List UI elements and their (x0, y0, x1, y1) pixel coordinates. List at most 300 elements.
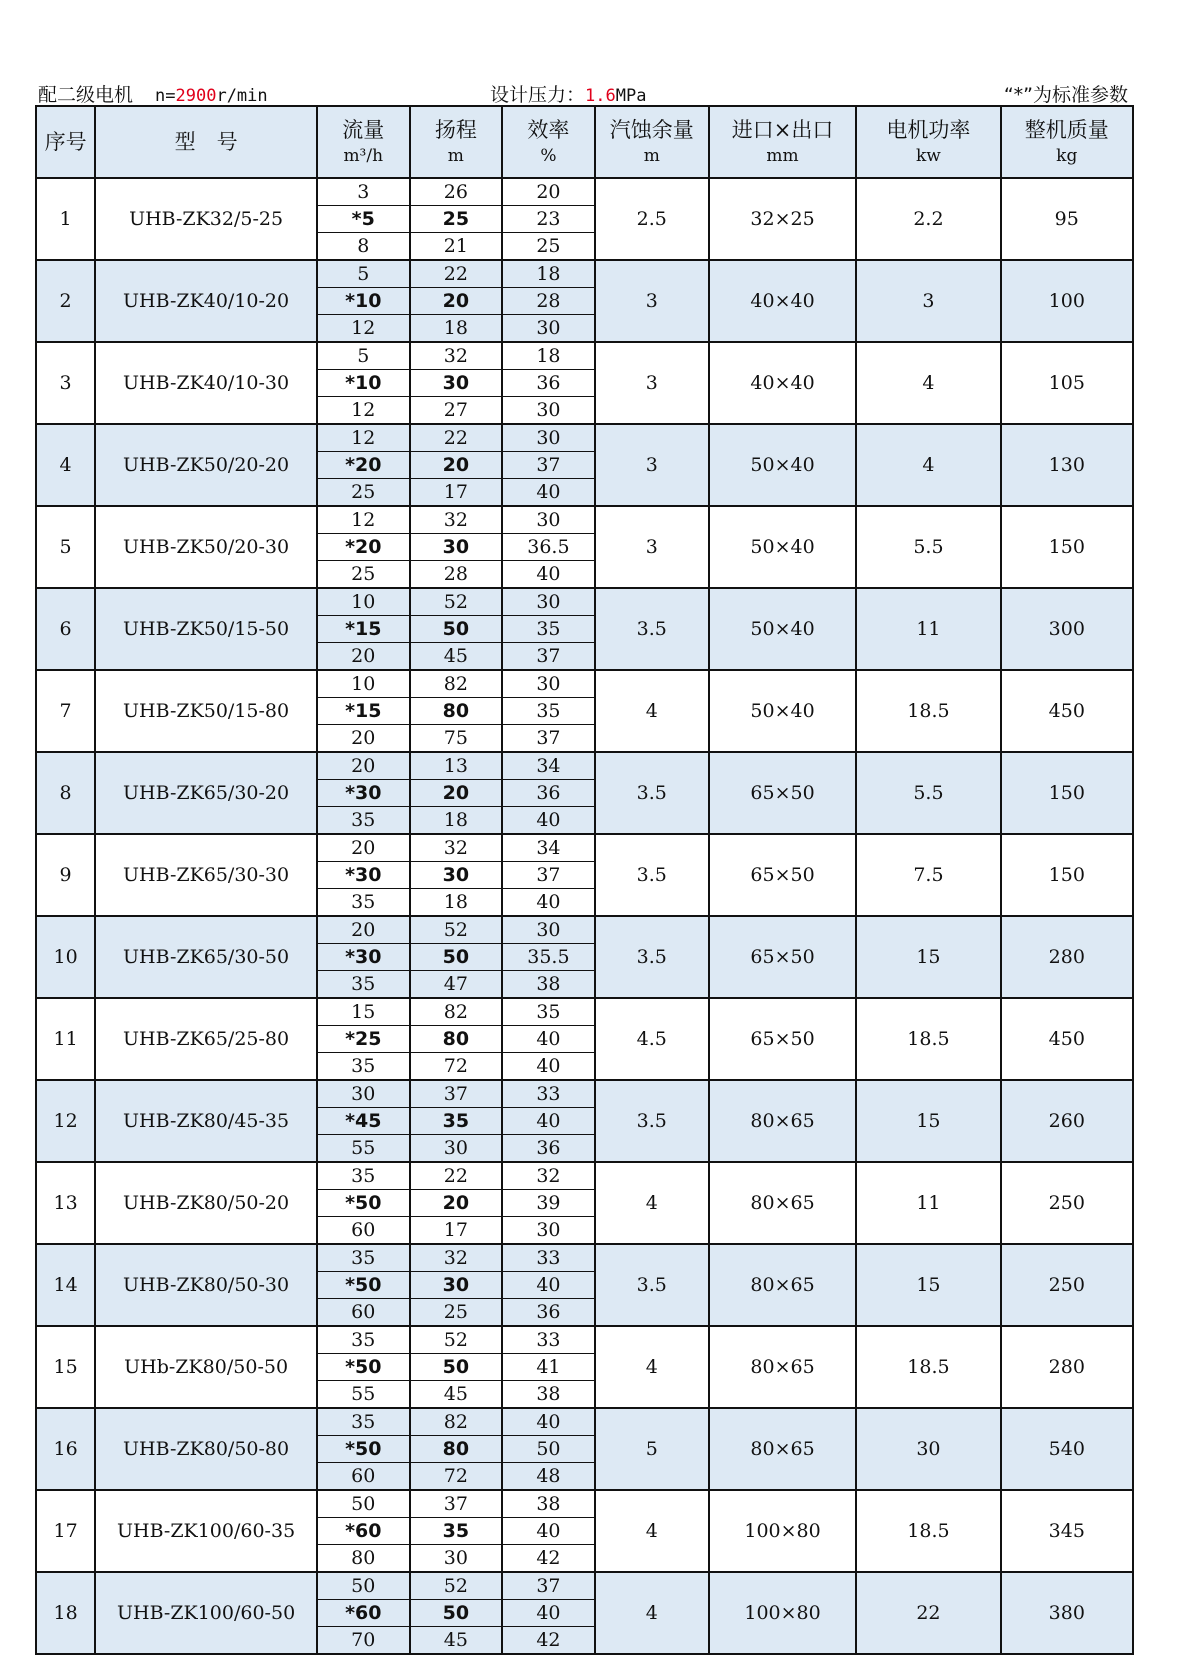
cell-efficiency: 37 (502, 452, 595, 479)
cell-flow: 55 (317, 1135, 410, 1163)
cell-model: UHB-ZK80/45-35 (95, 1080, 317, 1162)
cell-efficiency: 40 (502, 1408, 595, 1436)
cell-npsh: 3 (595, 260, 709, 342)
motor-label: 配二级电机 (38, 84, 134, 106)
cell-mass: 260 (1001, 1080, 1133, 1162)
cell-no: 15 (36, 1326, 95, 1408)
cell-flow: 35 (317, 1408, 410, 1436)
cell-head: 82 (410, 670, 503, 698)
cell-efficiency: 30 (502, 916, 595, 944)
cell-flow: *50 (317, 1354, 410, 1381)
cell-npsh: 3.5 (595, 834, 709, 916)
col-npsh-unit: m (643, 145, 660, 166)
cell-head: 45 (410, 1627, 503, 1655)
cell-head: 32 (410, 342, 503, 370)
motor-spec (38, 80, 268, 107)
cell-efficiency: 23 (502, 206, 595, 233)
cell-head: 20 (410, 1190, 503, 1217)
cell-flow: *60 (317, 1600, 410, 1627)
cell-efficiency: 38 (502, 1490, 595, 1518)
cell-head: 47 (410, 971, 503, 999)
cell-ports: 80×65 (709, 1244, 856, 1326)
cell-flow: 35 (317, 889, 410, 917)
cell-efficiency: 37 (502, 862, 595, 889)
cell-ports: 50×40 (709, 424, 856, 506)
cell-efficiency: 35 (502, 698, 595, 725)
cell-flow: *45 (317, 1108, 410, 1135)
cell-npsh: 4 (595, 1162, 709, 1244)
cell-efficiency: 33 (502, 1080, 595, 1108)
cell-flow: 10 (317, 588, 410, 616)
cell-flow: 55 (317, 1381, 410, 1409)
cell-flow: 35 (317, 1053, 410, 1081)
table-row (36, 342, 1133, 370)
cell-efficiency: 41 (502, 1354, 595, 1381)
cell-efficiency: 40 (502, 1026, 595, 1053)
cell-ports: 40×40 (709, 342, 856, 424)
cell-flow: 60 (317, 1217, 410, 1245)
cell-head: 22 (410, 1162, 503, 1190)
speed-prefix: n= (155, 86, 176, 106)
cell-efficiency: 37 (502, 643, 595, 671)
cell-efficiency: 34 (502, 834, 595, 862)
cell-ports: 80×65 (709, 1080, 856, 1162)
col-no-header (36, 106, 95, 178)
cell-head: 28 (410, 561, 503, 589)
cell-flow: *30 (317, 944, 410, 971)
cell-mass: 150 (1001, 752, 1133, 834)
pressure-label: 设计压力： (490, 84, 586, 106)
cell-efficiency: 35 (502, 616, 595, 643)
cell-mass: 540 (1001, 1408, 1133, 1490)
cell-npsh: 3 (595, 342, 709, 424)
cell-flow: 8 (317, 233, 410, 261)
pump-spec-table (35, 105, 1134, 1655)
cell-mass: 345 (1001, 1490, 1133, 1572)
cell-head: 30 (410, 1545, 503, 1573)
cell-flow: 35 (317, 971, 410, 999)
cell-efficiency: 35.5 (502, 944, 595, 971)
cell-efficiency: 32 (502, 1162, 595, 1190)
cell-head: 22 (410, 260, 503, 288)
cell-flow: *20 (317, 452, 410, 479)
cell-efficiency: 40 (502, 1518, 595, 1545)
cell-head: 32 (410, 834, 503, 862)
cell-head: 22 (410, 424, 503, 452)
cell-mass: 105 (1001, 342, 1133, 424)
cell-ports: 50×40 (709, 670, 856, 752)
table-row (36, 506, 1133, 534)
cell-head: 27 (410, 397, 503, 425)
cell-model: UHB-ZK65/25-80 (95, 998, 317, 1080)
cell-power: 30 (856, 1408, 1000, 1490)
cell-head: 82 (410, 1408, 503, 1436)
table-row (36, 916, 1133, 944)
cell-efficiency: 35 (502, 998, 595, 1026)
cell-head: 80 (410, 1026, 503, 1053)
speed-unit: r/min (216, 86, 268, 106)
cell-model: UHB-ZK80/50-30 (95, 1244, 317, 1326)
cell-efficiency: 39 (502, 1190, 595, 1217)
cell-head: 82 (410, 998, 503, 1026)
cell-head: 52 (410, 588, 503, 616)
col-power-header (856, 106, 1000, 178)
cell-flow: 80 (317, 1545, 410, 1573)
cell-model: UHB-ZK100/60-50 (95, 1572, 317, 1654)
cell-flow: 20 (317, 834, 410, 862)
table-row (36, 752, 1133, 780)
cell-flow: 25 (317, 561, 410, 589)
table-row (36, 1408, 1133, 1436)
col-flow-header (317, 106, 410, 178)
cell-flow: 15 (317, 998, 410, 1026)
cell-flow: *50 (317, 1436, 410, 1463)
col-npsh-header (595, 106, 709, 178)
cell-mass: 150 (1001, 834, 1133, 916)
cell-model: UHB-ZK65/30-20 (95, 752, 317, 834)
cell-power: 15 (856, 1080, 1000, 1162)
col-ports-header (709, 106, 856, 178)
table-row (36, 260, 1133, 288)
table-row (36, 1080, 1133, 1108)
cell-head: 37 (410, 1490, 503, 1518)
design-pressure (490, 80, 646, 107)
cell-efficiency: 42 (502, 1627, 595, 1655)
col-head-unit: m (447, 145, 464, 166)
cell-efficiency: 36 (502, 1299, 595, 1327)
cell-flow: 35 (317, 807, 410, 835)
cell-head: 45 (410, 1381, 503, 1409)
cell-head: 25 (410, 1299, 503, 1327)
cell-mass: 150 (1001, 506, 1133, 588)
cell-model: UHB-ZK50/20-30 (95, 506, 317, 588)
cell-power: 22 (856, 1572, 1000, 1654)
cell-ports: 65×50 (709, 998, 856, 1080)
cell-efficiency: 30 (502, 670, 595, 698)
cell-head: 52 (410, 1326, 503, 1354)
cell-head: 35 (410, 1518, 503, 1545)
cell-mass: 280 (1001, 1326, 1133, 1408)
cell-flow: 25 (317, 479, 410, 507)
cell-head: 17 (410, 479, 503, 507)
cell-head: 72 (410, 1463, 503, 1491)
cell-flow: *10 (317, 370, 410, 397)
cell-model: UHB-ZK100/60-35 (95, 1490, 317, 1572)
cell-head: 18 (410, 807, 503, 835)
cell-efficiency: 36.5 (502, 534, 595, 561)
cell-flow: 35 (317, 1162, 410, 1190)
cell-flow: 20 (317, 752, 410, 780)
cell-flow: *30 (317, 780, 410, 807)
cell-ports: 80×65 (709, 1326, 856, 1408)
cell-head: 18 (410, 315, 503, 343)
cell-mass: 380 (1001, 1572, 1133, 1654)
col-efficiency-title: 效率 (527, 118, 570, 143)
cell-npsh: 3.5 (595, 588, 709, 670)
cell-npsh: 3.5 (595, 1080, 709, 1162)
cell-efficiency: 38 (502, 971, 595, 999)
cell-flow: 60 (317, 1463, 410, 1491)
cell-efficiency: 37 (502, 725, 595, 753)
cell-head: 37 (410, 1080, 503, 1108)
cell-flow: 35 (317, 1244, 410, 1272)
table-row (36, 1326, 1133, 1354)
cell-head: 30 (410, 534, 503, 561)
cell-efficiency: 34 (502, 752, 595, 780)
cell-efficiency: 30 (502, 397, 595, 425)
cell-no: 12 (36, 1080, 95, 1162)
cell-ports: 50×40 (709, 588, 856, 670)
cell-power: 11 (856, 588, 1000, 670)
cell-model: UHB-ZK80/50-20 (95, 1162, 317, 1244)
cell-flow: 20 (317, 725, 410, 753)
cell-head: 50 (410, 944, 503, 971)
col-power-unit: kw (915, 145, 941, 166)
cell-npsh: 4 (595, 670, 709, 752)
cell-head: 30 (410, 1135, 503, 1163)
cell-head: 80 (410, 1436, 503, 1463)
cell-flow: 35 (317, 1326, 410, 1354)
cell-mass: 95 (1001, 178, 1133, 260)
cell-head: 75 (410, 725, 503, 753)
cell-no: 2 (36, 260, 95, 342)
cell-mass: 130 (1001, 424, 1133, 506)
cell-npsh: 3 (595, 506, 709, 588)
cell-head: 17 (410, 1217, 503, 1245)
cell-efficiency: 48 (502, 1463, 595, 1491)
cell-efficiency: 40 (502, 1108, 595, 1135)
cell-flow: 12 (317, 424, 410, 452)
cell-no: 11 (36, 998, 95, 1080)
cell-ports: 100×80 (709, 1572, 856, 1654)
table-row (36, 998, 1133, 1026)
cell-flow: 20 (317, 643, 410, 671)
cell-power: 5.5 (856, 506, 1000, 588)
col-head-title: 扬程 (434, 118, 477, 143)
cell-ports: 100×80 (709, 1490, 856, 1572)
cell-npsh: 3 (595, 424, 709, 506)
cell-flow: 3 (317, 178, 410, 206)
cell-flow: *50 (317, 1190, 410, 1217)
cell-ports: 65×50 (709, 752, 856, 834)
cell-flow: 30 (317, 1080, 410, 1108)
cell-mass: 280 (1001, 916, 1133, 998)
cell-efficiency: 30 (502, 506, 595, 534)
table-row (36, 834, 1133, 862)
cell-efficiency: 20 (502, 178, 595, 206)
cell-ports: 50×40 (709, 506, 856, 588)
cell-npsh: 4.5 (595, 998, 709, 1080)
cell-npsh: 3.5 (595, 1244, 709, 1326)
cell-no: 5 (36, 506, 95, 588)
cell-mass: 250 (1001, 1244, 1133, 1326)
cell-power: 18.5 (856, 670, 1000, 752)
col-ports-unit: mm (766, 145, 799, 166)
cell-head: 32 (410, 1244, 503, 1272)
pressure-value: 1.6 (585, 86, 616, 106)
cell-npsh: 4 (595, 1490, 709, 1572)
cell-ports: 65×50 (709, 834, 856, 916)
cell-model: UHB-ZK50/15-80 (95, 670, 317, 752)
cell-efficiency: 30 (502, 315, 595, 343)
cell-efficiency: 40 (502, 889, 595, 917)
cell-no: 9 (36, 834, 95, 916)
cell-model: UHB-ZK80/50-80 (95, 1408, 317, 1490)
cell-ports: 80×65 (709, 1162, 856, 1244)
cell-efficiency: 18 (502, 342, 595, 370)
cell-ports: 40×40 (709, 260, 856, 342)
cell-head: 52 (410, 916, 503, 944)
cell-model: UHB-ZK32/5-25 (95, 178, 317, 260)
cell-head: 20 (410, 452, 503, 479)
cell-flow: 50 (317, 1490, 410, 1518)
cell-efficiency: 40 (502, 1053, 595, 1081)
cell-no: 8 (36, 752, 95, 834)
col-no-title: 序号 (44, 129, 87, 154)
cell-flow: 5 (317, 342, 410, 370)
col-ports-title: 进口×出口 (731, 118, 834, 143)
cell-head: 30 (410, 370, 503, 397)
cell-head: 50 (410, 1600, 503, 1627)
cell-flow: *30 (317, 862, 410, 889)
cell-head: 20 (410, 288, 503, 315)
cell-no: 16 (36, 1408, 95, 1490)
table-row (36, 424, 1133, 452)
cell-efficiency: 40 (502, 479, 595, 507)
cell-head: 21 (410, 233, 503, 261)
cell-npsh: 3.5 (595, 916, 709, 998)
cell-mass: 300 (1001, 588, 1133, 670)
col-head-header (410, 106, 503, 178)
col-mass-unit: kg (1056, 145, 1078, 166)
cell-npsh: 4 (595, 1326, 709, 1408)
cell-flow: *5 (317, 206, 410, 233)
col-flow-unit: m³/h (343, 145, 384, 166)
cell-no: 1 (36, 178, 95, 260)
cell-npsh: 4 (595, 1572, 709, 1654)
cell-efficiency: 30 (502, 1217, 595, 1245)
cell-head: 30 (410, 862, 503, 889)
cell-head: 50 (410, 1354, 503, 1381)
speed-value: 2900 (175, 86, 217, 106)
pressure-unit: MPa (615, 86, 647, 106)
table-row (36, 1572, 1133, 1600)
cell-power: 4 (856, 342, 1000, 424)
cell-efficiency: 30 (502, 588, 595, 616)
cell-efficiency: 37 (502, 1572, 595, 1600)
cell-model: UHB-ZK65/30-50 (95, 916, 317, 998)
table-header-row (36, 106, 1133, 178)
cell-model: UHB-ZK40/10-30 (95, 342, 317, 424)
table-row (36, 178, 1133, 206)
cell-efficiency: 38 (502, 1381, 595, 1409)
cell-no: 18 (36, 1572, 95, 1654)
cell-efficiency: 40 (502, 1600, 595, 1627)
col-efficiency-header (502, 106, 595, 178)
cell-no: 14 (36, 1244, 95, 1326)
cell-ports: 65×50 (709, 916, 856, 998)
cell-efficiency: 25 (502, 233, 595, 261)
cell-mass: 450 (1001, 998, 1133, 1080)
col-mass-header (1001, 106, 1133, 178)
col-npsh-title: 汽蚀余量 (609, 118, 694, 143)
col-efficiency-unit: % (540, 145, 557, 166)
cell-mass: 100 (1001, 260, 1133, 342)
cell-power: 18.5 (856, 1326, 1000, 1408)
cell-efficiency: 40 (502, 561, 595, 589)
cell-flow: 12 (317, 315, 410, 343)
cell-no: 7 (36, 670, 95, 752)
cell-head: 13 (410, 752, 503, 780)
cell-model: UHb-ZK80/50-50 (95, 1326, 317, 1408)
cell-flow: 60 (317, 1299, 410, 1327)
cell-power: 5.5 (856, 752, 1000, 834)
cell-efficiency: 40 (502, 1272, 595, 1299)
sheet-header (36, 80, 1132, 106)
table-row (36, 1162, 1133, 1190)
cell-head: 30 (410, 1272, 503, 1299)
cell-power: 15 (856, 1244, 1000, 1326)
cell-head: 32 (410, 506, 503, 534)
cell-npsh: 5 (595, 1408, 709, 1490)
cell-power: 4 (856, 424, 1000, 506)
cell-head: 26 (410, 178, 503, 206)
cell-efficiency: 33 (502, 1326, 595, 1354)
cell-head: 18 (410, 889, 503, 917)
cell-efficiency: 40 (502, 807, 595, 835)
cell-head: 35 (410, 1108, 503, 1135)
cell-no: 10 (36, 916, 95, 998)
cell-flow: 12 (317, 506, 410, 534)
table-row (36, 1490, 1133, 1518)
cell-ports: 80×65 (709, 1408, 856, 1490)
cell-efficiency: 33 (502, 1244, 595, 1272)
cell-model: UHB-ZK65/30-30 (95, 834, 317, 916)
cell-no: 6 (36, 588, 95, 670)
cell-head: 72 (410, 1053, 503, 1081)
cell-head: 80 (410, 698, 503, 725)
col-power-title: 电机功率 (886, 118, 971, 143)
col-model-title: 型 号 (174, 129, 238, 154)
cell-ports: 32×25 (709, 178, 856, 260)
cell-flow: *60 (317, 1518, 410, 1545)
col-mass-title: 整机质量 (1024, 118, 1109, 143)
cell-power: 11 (856, 1162, 1000, 1244)
cell-head: 25 (410, 206, 503, 233)
cell-flow: 70 (317, 1627, 410, 1655)
cell-no: 3 (36, 342, 95, 424)
cell-power: 15 (856, 916, 1000, 998)
table-row (36, 670, 1133, 698)
cell-efficiency: 36 (502, 780, 595, 807)
cell-no: 4 (36, 424, 95, 506)
cell-flow: 10 (317, 670, 410, 698)
cell-head: 20 (410, 780, 503, 807)
table-row (36, 1244, 1133, 1272)
cell-model: UHB-ZK50/20-20 (95, 424, 317, 506)
cell-npsh: 2.5 (595, 178, 709, 260)
cell-efficiency: 36 (502, 1135, 595, 1163)
table-row (36, 588, 1133, 616)
cell-npsh: 3.5 (595, 752, 709, 834)
cell-model: UHB-ZK50/15-50 (95, 588, 317, 670)
cell-power: 7.5 (856, 834, 1000, 916)
cell-efficiency: 42 (502, 1545, 595, 1573)
cell-no: 13 (36, 1162, 95, 1244)
cell-power: 18.5 (856, 998, 1000, 1080)
cell-mass: 250 (1001, 1162, 1133, 1244)
cell-flow: 5 (317, 260, 410, 288)
